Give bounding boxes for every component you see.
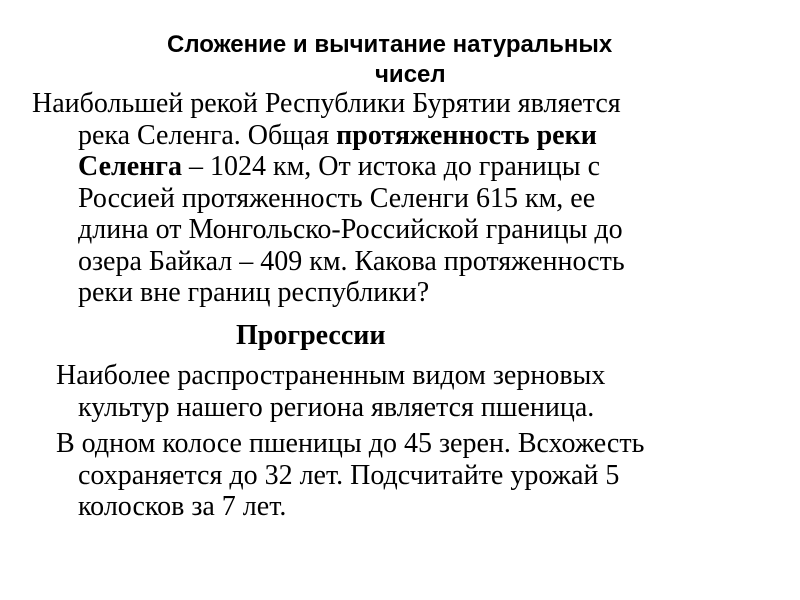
problem-selenga-text <box>32 88 792 309</box>
problem-wheat-line-2: культур нашего региона является пшеница. <box>78 391 595 423</box>
slide-title-line-2: чисел <box>375 61 446 88</box>
problem-selenga-line-2-start: река Селенга. Общая <box>78 119 337 151</box>
problem-selenga-line-3-rest: – 1024 км, От истока до границы с <box>181 151 601 182</box>
problem-selenga-line-7: реки вне границ республики? <box>78 277 430 308</box>
problem-selenga-line-4: Россией протяженность Селенги 615 км, ее <box>78 182 596 214</box>
problem-selenga-line-2 <box>32 120 792 152</box>
problem-selenga-emphasis-1: протяженность реки <box>336 119 597 151</box>
problem-selenga-line-3 <box>32 151 792 183</box>
problem-selenga-line-6: озера Байкал – 409 км. Какова протяженность <box>78 245 625 277</box>
problem-selenga-emphasis-2: Селенга <box>78 151 182 182</box>
problem-grains-line-3: колосков за 7 лет. <box>78 491 287 522</box>
slide-title-line-1: Сложение и вычитание натуральных <box>167 31 613 58</box>
problem-selenga-line-5: длина от Монгольско-Российской границы до <box>78 214 623 245</box>
problem-grains-text <box>56 428 796 523</box>
section-progressions-title: Прогрессии <box>236 320 386 351</box>
problem-wheat-text <box>56 360 796 423</box>
problem-wheat-line-1: Наиболее распространенным видом зерновых <box>56 360 606 391</box>
problem-grains-line-1: В одном колосе пшеницы до 45 зерен. Всхожесть <box>56 428 645 459</box>
problem-grains-line-2: сохраняется до 32 лет. Подсчитайте урожай 5 <box>78 459 620 491</box>
problem-selenga-line-1: Наибольшей рекой Республики Бурятии является <box>32 88 621 119</box>
